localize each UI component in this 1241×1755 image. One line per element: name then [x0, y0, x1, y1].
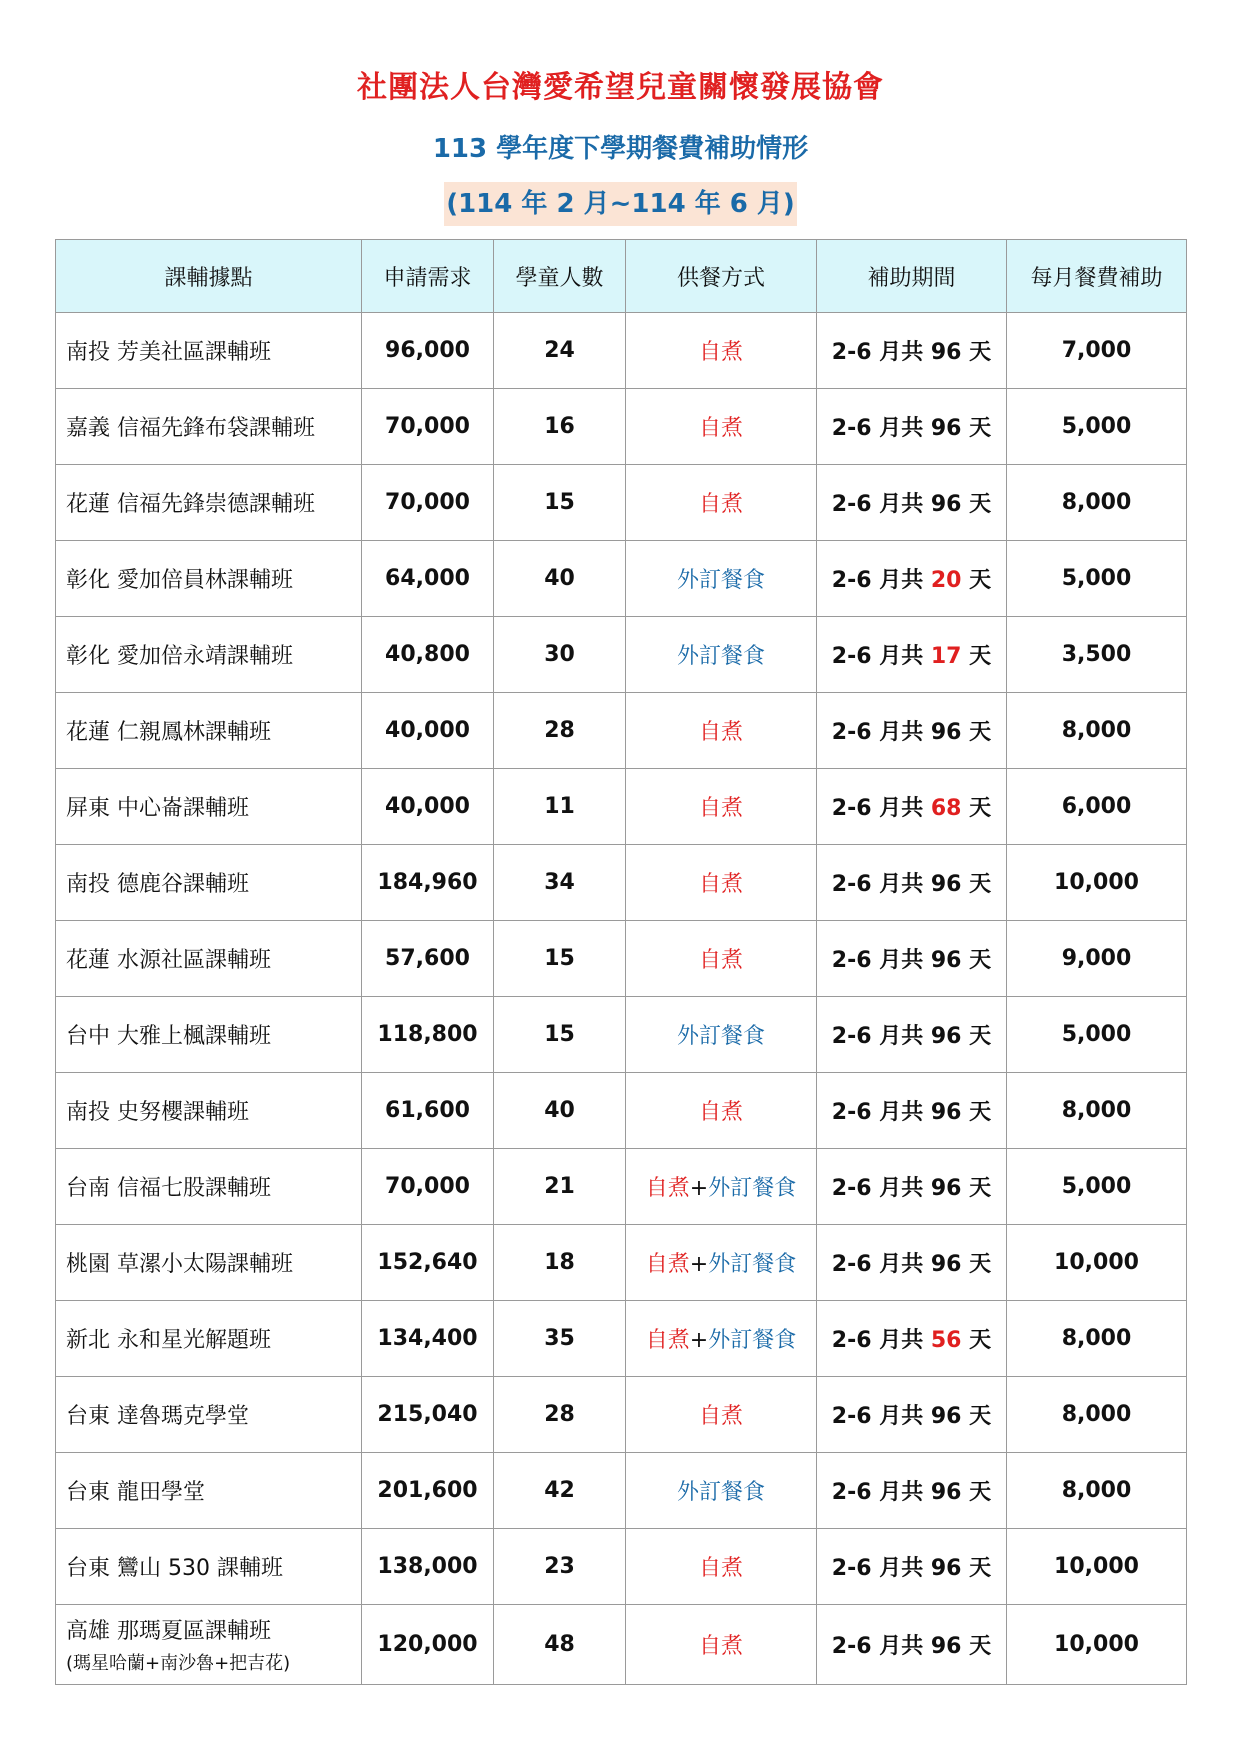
cell-students: 40 [494, 541, 626, 617]
cell-students: 21 [494, 1149, 626, 1225]
period-days: 96 [930, 1634, 962, 1659]
cell-monthly: 5,000 [1007, 389, 1187, 465]
period-days: 96 [930, 1404, 962, 1429]
cell-period [817, 1453, 1007, 1529]
meal-catering: 外訂餐食 [676, 568, 765, 593]
cell-students: 18 [494, 1225, 626, 1301]
cell-meal [626, 1529, 817, 1605]
site-name: 高雄 那瑪夏區課輔班 [66, 1619, 271, 1644]
cell-period [817, 389, 1007, 465]
meal-self-cook: 自煮 [698, 1634, 743, 1659]
period-suffix: 天 [969, 1556, 992, 1581]
cell-monthly: 9,000 [1007, 921, 1187, 997]
site-name: 花蓮 仁親鳳林課輔班 [66, 720, 271, 745]
meal-plus: + [689, 1176, 709, 1201]
cell-request: 70,000 [362, 465, 494, 541]
period-label: (114 年 2 月~114 年 6 月) [444, 182, 797, 226]
cell-meal [626, 389, 817, 465]
cell-request: 70,000 [362, 1149, 494, 1225]
cell-monthly: 5,000 [1007, 1149, 1187, 1225]
period-days: 96 [930, 1556, 962, 1581]
cell-period [817, 921, 1007, 997]
period-days: 96 [930, 1252, 962, 1277]
cell-request: 96,000 [362, 313, 494, 389]
col-header-period: 補助期間 [817, 240, 1007, 313]
period-suffix: 天 [969, 1404, 992, 1429]
period-prefix: 2-6 月共 [831, 1252, 924, 1277]
table-row [56, 617, 1187, 693]
period-prefix: 2-6 月共 [831, 644, 924, 669]
period-days: 96 [930, 1480, 962, 1505]
period-days: 68 [930, 796, 962, 821]
cell-monthly: 8,000 [1007, 1453, 1187, 1529]
table-header-row [56, 240, 1187, 313]
period-suffix: 天 [969, 492, 992, 517]
period-prefix: 2-6 月共 [831, 872, 924, 897]
period-days: 17 [930, 644, 962, 669]
cell-site [56, 1605, 362, 1685]
cell-period [817, 465, 1007, 541]
cell-site [56, 769, 362, 845]
table-row [56, 465, 1187, 541]
period-prefix: 2-6 月共 [831, 948, 924, 973]
site-note: (瑪星哈蘭+南沙魯+把吉花) [66, 1653, 291, 1674]
meal-self-cook: 自煮 [645, 1328, 690, 1353]
col-header-meal: 供餐方式 [626, 240, 817, 313]
col-header-students: 學童人數 [494, 240, 626, 313]
cell-students: 35 [494, 1301, 626, 1377]
cell-site [56, 693, 362, 769]
cell-monthly: 10,000 [1007, 1605, 1187, 1685]
cell-site [56, 921, 362, 997]
col-header-monthly: 每月餐費補助 [1007, 240, 1187, 313]
meal-self-cook: 自煮 [698, 948, 743, 973]
cell-meal [626, 1605, 817, 1685]
period-prefix: 2-6 月共 [831, 1100, 924, 1125]
cell-request: 40,800 [362, 617, 494, 693]
cell-monthly: 8,000 [1007, 1377, 1187, 1453]
cell-request: 57,600 [362, 921, 494, 997]
cell-students: 24 [494, 313, 626, 389]
table-row [56, 313, 1187, 389]
table-row [56, 1529, 1187, 1605]
period-prefix: 2-6 月共 [831, 1024, 924, 1049]
site-name: 南投 德鹿谷課輔班 [66, 872, 249, 897]
cell-meal [626, 997, 817, 1073]
meal-self-cook: 自煮 [645, 1252, 690, 1277]
period-suffix: 天 [969, 1634, 992, 1659]
cell-monthly: 10,000 [1007, 845, 1187, 921]
table-body [56, 313, 1187, 1685]
cell-request: 134,400 [362, 1301, 494, 1377]
cell-site [56, 1225, 362, 1301]
cell-students: 42 [494, 1453, 626, 1529]
site-name: 南投 芳美社區課輔班 [66, 340, 271, 365]
cell-students: 23 [494, 1529, 626, 1605]
site-name: 花蓮 水源社區課輔班 [66, 948, 271, 973]
cell-meal [626, 921, 817, 997]
meal-self-cook: 自煮 [698, 416, 743, 441]
cell-period [817, 1073, 1007, 1149]
meal-self-cook: 自煮 [698, 1556, 743, 1581]
cell-site [56, 465, 362, 541]
table-row [56, 1225, 1187, 1301]
table-row [56, 541, 1187, 617]
period-days: 96 [930, 1176, 962, 1201]
period-prefix: 2-6 月共 [831, 416, 924, 441]
cell-period [817, 769, 1007, 845]
cell-period [817, 845, 1007, 921]
period-prefix: 2-6 月共 [831, 1328, 924, 1353]
cell-students: 16 [494, 389, 626, 465]
cell-monthly: 8,000 [1007, 465, 1187, 541]
period-prefix: 2-6 月共 [831, 1634, 924, 1659]
period-suffix: 天 [969, 644, 992, 669]
period-suffix: 天 [969, 340, 992, 365]
meal-catering: 外訂餐食 [708, 1328, 797, 1353]
site-name: 花蓮 信福先鋒崇德課輔班 [66, 492, 315, 517]
period-suffix: 天 [969, 872, 992, 897]
cell-students: 48 [494, 1605, 626, 1685]
cell-monthly: 6,000 [1007, 769, 1187, 845]
period-days: 96 [930, 872, 962, 897]
site-name: 嘉義 信福先鋒布袋課輔班 [66, 416, 315, 441]
period-days: 96 [930, 340, 962, 365]
cell-meal [626, 1453, 817, 1529]
cell-meal [626, 1149, 817, 1225]
cell-request: 40,000 [362, 693, 494, 769]
document-subtitle: 113 學年度下學期餐費補助情形 [432, 134, 809, 164]
period-days: 96 [930, 720, 962, 745]
period-suffix: 天 [969, 416, 992, 441]
cell-period [817, 997, 1007, 1073]
cell-students: 15 [494, 465, 626, 541]
col-header-request: 申請需求 [362, 240, 494, 313]
cell-request: 40,000 [362, 769, 494, 845]
cell-period [817, 541, 1007, 617]
period-days: 56 [930, 1328, 962, 1353]
cell-meal [626, 693, 817, 769]
table-row [56, 693, 1187, 769]
site-name: 彰化 愛加倍員林課輔班 [66, 568, 293, 593]
cell-site [56, 313, 362, 389]
cell-monthly: 5,000 [1007, 541, 1187, 617]
meal-self-cook: 自煮 [698, 872, 743, 897]
cell-monthly: 10,000 [1007, 1529, 1187, 1605]
period-wrapper [0, 182, 1241, 226]
cell-period [817, 313, 1007, 389]
cell-students: 15 [494, 921, 626, 997]
period-days: 96 [930, 1024, 962, 1049]
cell-site [56, 1453, 362, 1529]
period-suffix: 天 [969, 948, 992, 973]
table-row [56, 1453, 1187, 1529]
cell-meal [626, 541, 817, 617]
meal-plus: + [689, 1328, 709, 1353]
cell-monthly: 7,000 [1007, 313, 1187, 389]
cell-request: 70,000 [362, 389, 494, 465]
period-suffix: 天 [969, 1252, 992, 1277]
cell-site [56, 1529, 362, 1605]
cell-site [56, 1073, 362, 1149]
cell-site [56, 845, 362, 921]
table-row [56, 997, 1187, 1073]
cell-monthly: 8,000 [1007, 1073, 1187, 1149]
table-row [56, 1605, 1187, 1685]
period-days: 96 [930, 1100, 962, 1125]
table-row [56, 845, 1187, 921]
period-prefix: 2-6 月共 [831, 1176, 924, 1201]
period-suffix: 天 [969, 1480, 992, 1505]
cell-monthly: 8,000 [1007, 1301, 1187, 1377]
site-name: 彰化 愛加倍永靖課輔班 [66, 644, 293, 669]
meal-catering: 外訂餐食 [676, 1024, 765, 1049]
cell-period [817, 1377, 1007, 1453]
table-row [56, 1073, 1187, 1149]
cell-request: 184,960 [362, 845, 494, 921]
cell-meal [626, 1073, 817, 1149]
cell-request: 120,000 [362, 1605, 494, 1685]
period-suffix: 天 [969, 1328, 992, 1353]
period-days: 96 [930, 948, 962, 973]
site-name: 屏東 中心崙課輔班 [66, 796, 249, 821]
site-name: 桃園 草漯小太陽課輔班 [66, 1252, 293, 1277]
cell-period [817, 1605, 1007, 1685]
meal-plus: + [689, 1252, 709, 1277]
meal-subsidy-table [55, 239, 1187, 1685]
cell-period [817, 617, 1007, 693]
cell-period [817, 1529, 1007, 1605]
cell-meal [626, 313, 817, 389]
table-row [56, 1149, 1187, 1225]
cell-monthly: 5,000 [1007, 997, 1187, 1073]
period-prefix: 2-6 月共 [831, 720, 924, 745]
period-suffix: 天 [969, 1176, 992, 1201]
cell-request: 201,600 [362, 1453, 494, 1529]
meal-self-cook: 自煮 [698, 1100, 743, 1125]
site-name: 南投 史努櫻課輔班 [66, 1100, 249, 1125]
cell-meal [626, 845, 817, 921]
site-name: 新北 永和星光解題班 [66, 1328, 271, 1353]
site-name: 台東 龍田學堂 [66, 1480, 205, 1505]
cell-period [817, 1225, 1007, 1301]
cell-meal [626, 1301, 817, 1377]
cell-meal [626, 769, 817, 845]
site-name: 台中 大雅上楓課輔班 [66, 1024, 271, 1049]
period-days: 96 [930, 492, 962, 517]
col-header-site: 課輔據點 [56, 240, 362, 313]
table-row [56, 1301, 1187, 1377]
table-row [56, 921, 1187, 997]
period-suffix: 天 [969, 1024, 992, 1049]
period-days: 20 [930, 568, 962, 593]
cell-students: 28 [494, 1377, 626, 1453]
site-name: 台東 鸞山 530 課輔班 [66, 1556, 283, 1581]
cell-students: 15 [494, 997, 626, 1073]
period-prefix: 2-6 月共 [831, 1480, 924, 1505]
cell-meal [626, 617, 817, 693]
meal-self-cook: 自煮 [698, 720, 743, 745]
table-row [56, 769, 1187, 845]
period-suffix: 天 [969, 796, 992, 821]
meal-self-cook: 自煮 [698, 1404, 743, 1429]
cell-period [817, 1149, 1007, 1225]
meal-catering: 外訂餐食 [676, 1480, 765, 1505]
period-prefix: 2-6 月共 [831, 1556, 924, 1581]
period-prefix: 2-6 月共 [831, 796, 924, 821]
cell-site [56, 1301, 362, 1377]
cell-monthly: 3,500 [1007, 617, 1187, 693]
cell-site [56, 1377, 362, 1453]
cell-students: 30 [494, 617, 626, 693]
period-suffix: 天 [969, 1100, 992, 1125]
cell-meal [626, 1225, 817, 1301]
cell-request: 152,640 [362, 1225, 494, 1301]
cell-site [56, 997, 362, 1073]
cell-students: 40 [494, 1073, 626, 1149]
cell-request: 215,040 [362, 1377, 494, 1453]
cell-students: 34 [494, 845, 626, 921]
cell-site [56, 1149, 362, 1225]
cell-students: 28 [494, 693, 626, 769]
cell-meal [626, 1377, 817, 1453]
cell-monthly: 10,000 [1007, 1225, 1187, 1301]
cell-request: 138,000 [362, 1529, 494, 1605]
table-row [56, 389, 1187, 465]
meal-catering: 外訂餐食 [708, 1252, 797, 1277]
period-prefix: 2-6 月共 [831, 1404, 924, 1429]
cell-monthly: 8,000 [1007, 693, 1187, 769]
document-title: 社團法人台灣愛希望兒童關懷發展協會 [357, 70, 884, 105]
meal-self-cook: 自煮 [698, 492, 743, 517]
cell-site [56, 389, 362, 465]
site-name: 台東 達魯瑪克學堂 [66, 1404, 249, 1429]
cell-request: 64,000 [362, 541, 494, 617]
cell-meal [626, 465, 817, 541]
period-suffix: 天 [969, 720, 992, 745]
period-days: 96 [930, 416, 962, 441]
cell-period [817, 693, 1007, 769]
site-name: 台南 信福七股課輔班 [66, 1176, 271, 1201]
period-prefix: 2-6 月共 [831, 340, 924, 365]
meal-catering: 外訂餐食 [676, 644, 765, 669]
meal-self-cook: 自煮 [645, 1176, 690, 1201]
cell-request: 118,800 [362, 997, 494, 1073]
cell-site [56, 541, 362, 617]
cell-site [56, 617, 362, 693]
table-row [56, 1377, 1187, 1453]
meal-self-cook: 自煮 [698, 340, 743, 365]
meal-catering: 外訂餐食 [708, 1176, 797, 1201]
cell-period [817, 1301, 1007, 1377]
period-prefix: 2-6 月共 [831, 492, 924, 517]
cell-students: 11 [494, 769, 626, 845]
period-suffix: 天 [969, 568, 992, 593]
meal-self-cook: 自煮 [698, 796, 743, 821]
period-prefix: 2-6 月共 [831, 568, 924, 593]
cell-request: 61,600 [362, 1073, 494, 1149]
